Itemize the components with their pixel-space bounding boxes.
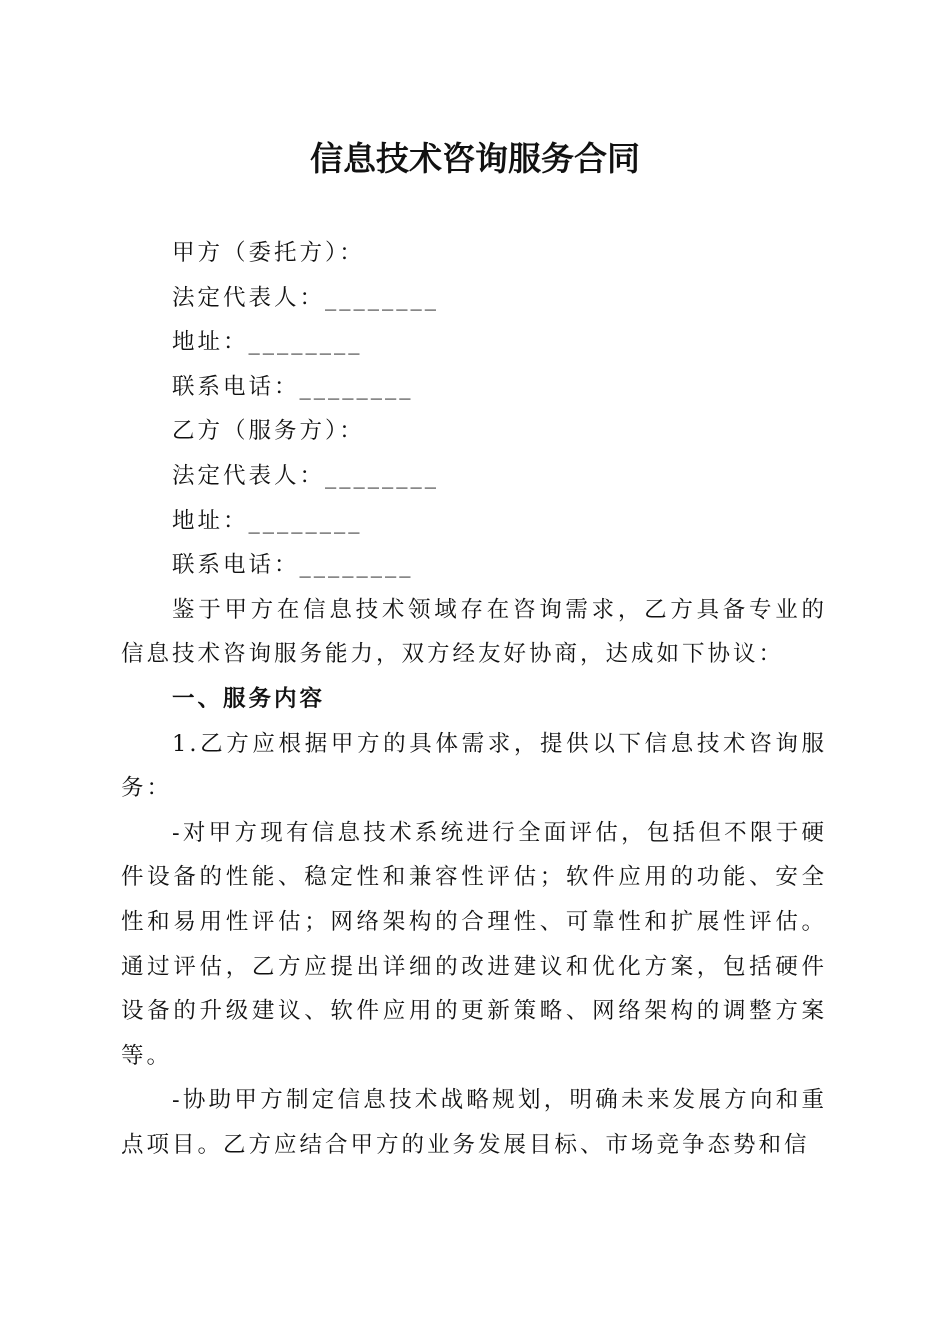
party-a-phone: 联系电话：________ bbox=[172, 373, 414, 400]
party-b-address: 地址：________ bbox=[172, 507, 363, 534]
service-item-1: 1.乙方应根据甲方的具体需求，提供以下信息技术咨询服务： bbox=[121, 730, 827, 802]
contract-body bbox=[121, 231, 827, 1167]
preamble-paragraph: 鉴于甲方在信息技术领域存在咨询需求，乙方具备专业的信息技术咨询服务能力，双方经友好协商，达成如下协议： bbox=[121, 596, 827, 668]
party-b-representative: 法定代表人：________ bbox=[172, 462, 440, 489]
service-bullet-strategy: -协助甲方制定信息技术战略规划，明确未来发展方向和重点项目。乙方应结合甲方的业务发展目标、市场竞争态势和信 bbox=[121, 1087, 827, 1158]
party-a-representative: 法定代表人：________ bbox=[172, 284, 440, 311]
service-bullet-evaluation: -对甲方现有信息技术系统进行全面评估，包括但不限于硬件设备的性能、稳定性和兼容性评估；软件应用的功能、安全性和易用性评估；网络架构的合理性、可靠性和扩展性评估。通过评估，乙方应提出详细的改进建议和优化方案，包括硬件设备的升级建议、软件应用的更新策略、网络架构的调整方案等。 bbox=[121, 819, 827, 1069]
party-b-phone: 联系电话：________ bbox=[172, 552, 414, 579]
party-a-address: 地址：________ bbox=[172, 329, 363, 356]
document-title: 信息技术咨询服务合同 bbox=[310, 139, 640, 178]
party-a-heading: 甲方（委托方）： bbox=[172, 240, 365, 266]
party-b-heading: 乙方（服务方）： bbox=[172, 418, 365, 445]
section-heading-service-content: 一、服务内容 bbox=[172, 685, 326, 712]
